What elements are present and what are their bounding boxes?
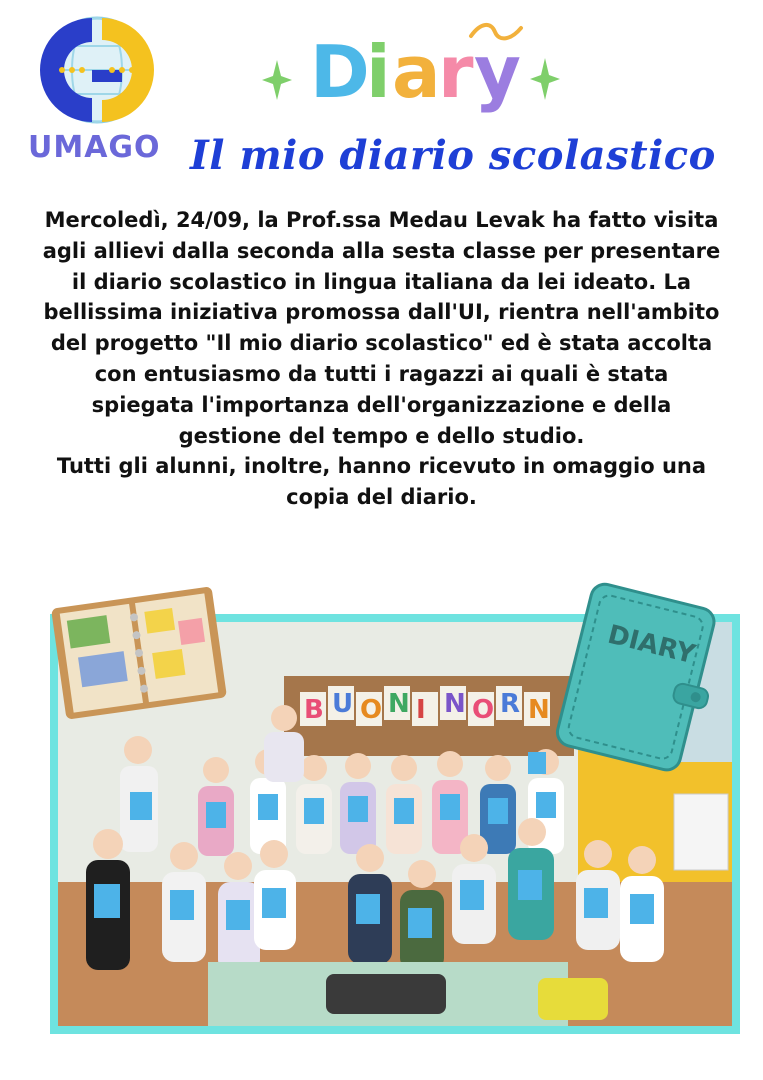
wall-letter: R [500, 689, 521, 719]
diary-sticker-text: DIARY [604, 619, 699, 671]
wall-letter: B [304, 695, 324, 725]
diary-sticker [550, 580, 720, 780]
diary-letter: D [310, 30, 370, 114]
wall-letter: U [332, 689, 354, 719]
wall-letter: I [416, 695, 426, 725]
article-text [40, 205, 723, 513]
article-paragraph: Mercoledì, 24/09, la Prof.ssa Medau Levak ha fatto visita agli allievi dalla seconda alla sesta classe per presentare il diario scolastico in lingua italiana da lei ideato. La bellissima iniziativa promossa dall'UI, rientra nell'ambito del progetto "Il mio diario scolastico" ed è stata accolta con entusiasmo da tutti i ragazzi ai quali è stata spiegata l'importanza dell'organizzazione e della gestione del tempo e dello studio. [42, 208, 721, 448]
wall-letter: O [360, 695, 383, 725]
sparkle-icon [262, 60, 292, 100]
wall-letters [300, 686, 550, 726]
wall-letter: O [472, 695, 495, 725]
article-paragraph: Tutti gli alunni, inoltre, hanno ricevuto in omaggio una copia del diario. [56, 454, 707, 510]
page-subtitle: Il mio diario scolastico [190, 132, 716, 179]
sparkle-icon [530, 58, 560, 100]
logo-text: UMAGO [28, 130, 161, 165]
diary-title [262, 22, 562, 127]
diary-letter: i [366, 30, 391, 114]
wall-letter: N [388, 689, 410, 719]
diary-letter: a [392, 30, 441, 114]
diary-letter: r [438, 30, 474, 114]
diary-letter: y [474, 30, 521, 114]
wall-letter: N [444, 689, 466, 719]
planner-sticker [50, 583, 228, 723]
wall-letter: N [528, 695, 550, 725]
